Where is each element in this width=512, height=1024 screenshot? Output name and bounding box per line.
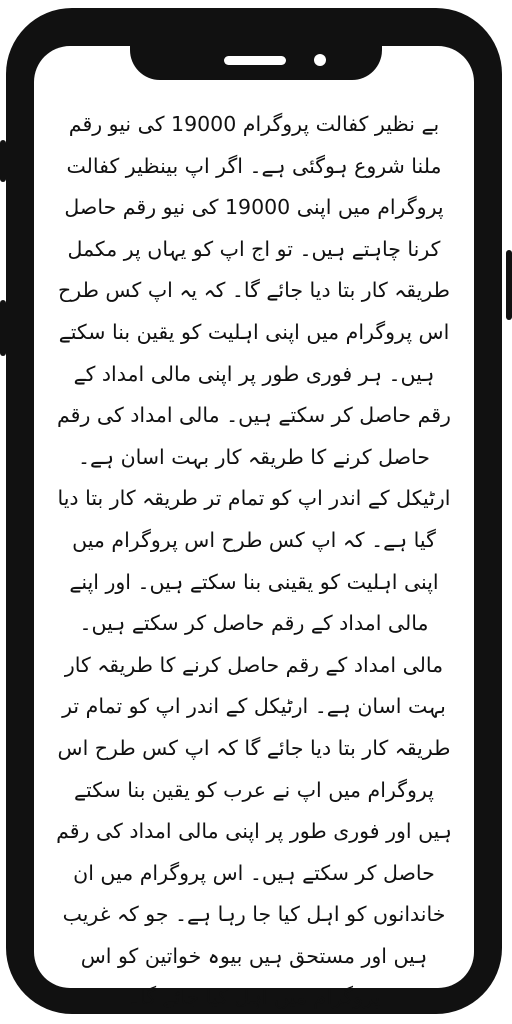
phone-screen[interactable] [34,46,474,1010]
speaker-grille-icon [224,56,286,65]
phone-frame [6,8,502,1014]
front-camera-icon [314,54,326,66]
article-text: بے نظیر کفالت پروگرام 19000 کی نیو رقم ملنا شروع ہوگئی ہے۔ اگر اپ بینظیر کفالت پروگرام میں اپنی 19000 کی نیو رقم حاصل کرنا چاہتے ہیں۔ تو اج اپ کو یہاں پر مکمل طریقہ کار بتا دیا جائے گا۔ کہ یہ اپ کس طرح اس پروگرام میں اپنی اہلیت کو یقین بنا سکتے ہیں۔ ہر فوری طور پر اپنی مالی امداد کے رقم حاصل کر سکتے ہیں۔ مالی امداد کی رقم حاصل کرنے کا طریقہ کار بہت اسان ہے۔ ارٹیکل کے اندر اپ کو تمام تر طریقہ کار بتا دیا گیا ہے۔ کہ اپ کس طرح اس پروگرام میں اپنی اہلیت کو یقینی بنا سکتے ہیں۔ اور اپنے مالی امداد کے رقم حاصل کر سکتے ہیں۔ مالی امداد کے رقم حاصل کرنے کا طریقہ کار بہت اسان ہے۔ ارٹیکل کے اندر اپ کو تمام تر طریقہ کار بتا دیا جائے گا کہ اپ کس طرح اس پروگرام میں اپ نے عرب کو یقین بنا سکتے ہیں اور فوری طور پر اپنی مالی امداد کی رقم حاصل کر سکتے ہیں۔ اس پروگرام میں ان خاندانوں کو اہل کیا جا رہا ہے۔ جو کہ غریب ہیں اور مستحق ہیں بیوہ خواتین کو اس پروگرام میں اہل کیا جائے گا۔ [56,112,452,1010]
phone-side-button [506,250,512,320]
phone-notch [130,28,382,80]
